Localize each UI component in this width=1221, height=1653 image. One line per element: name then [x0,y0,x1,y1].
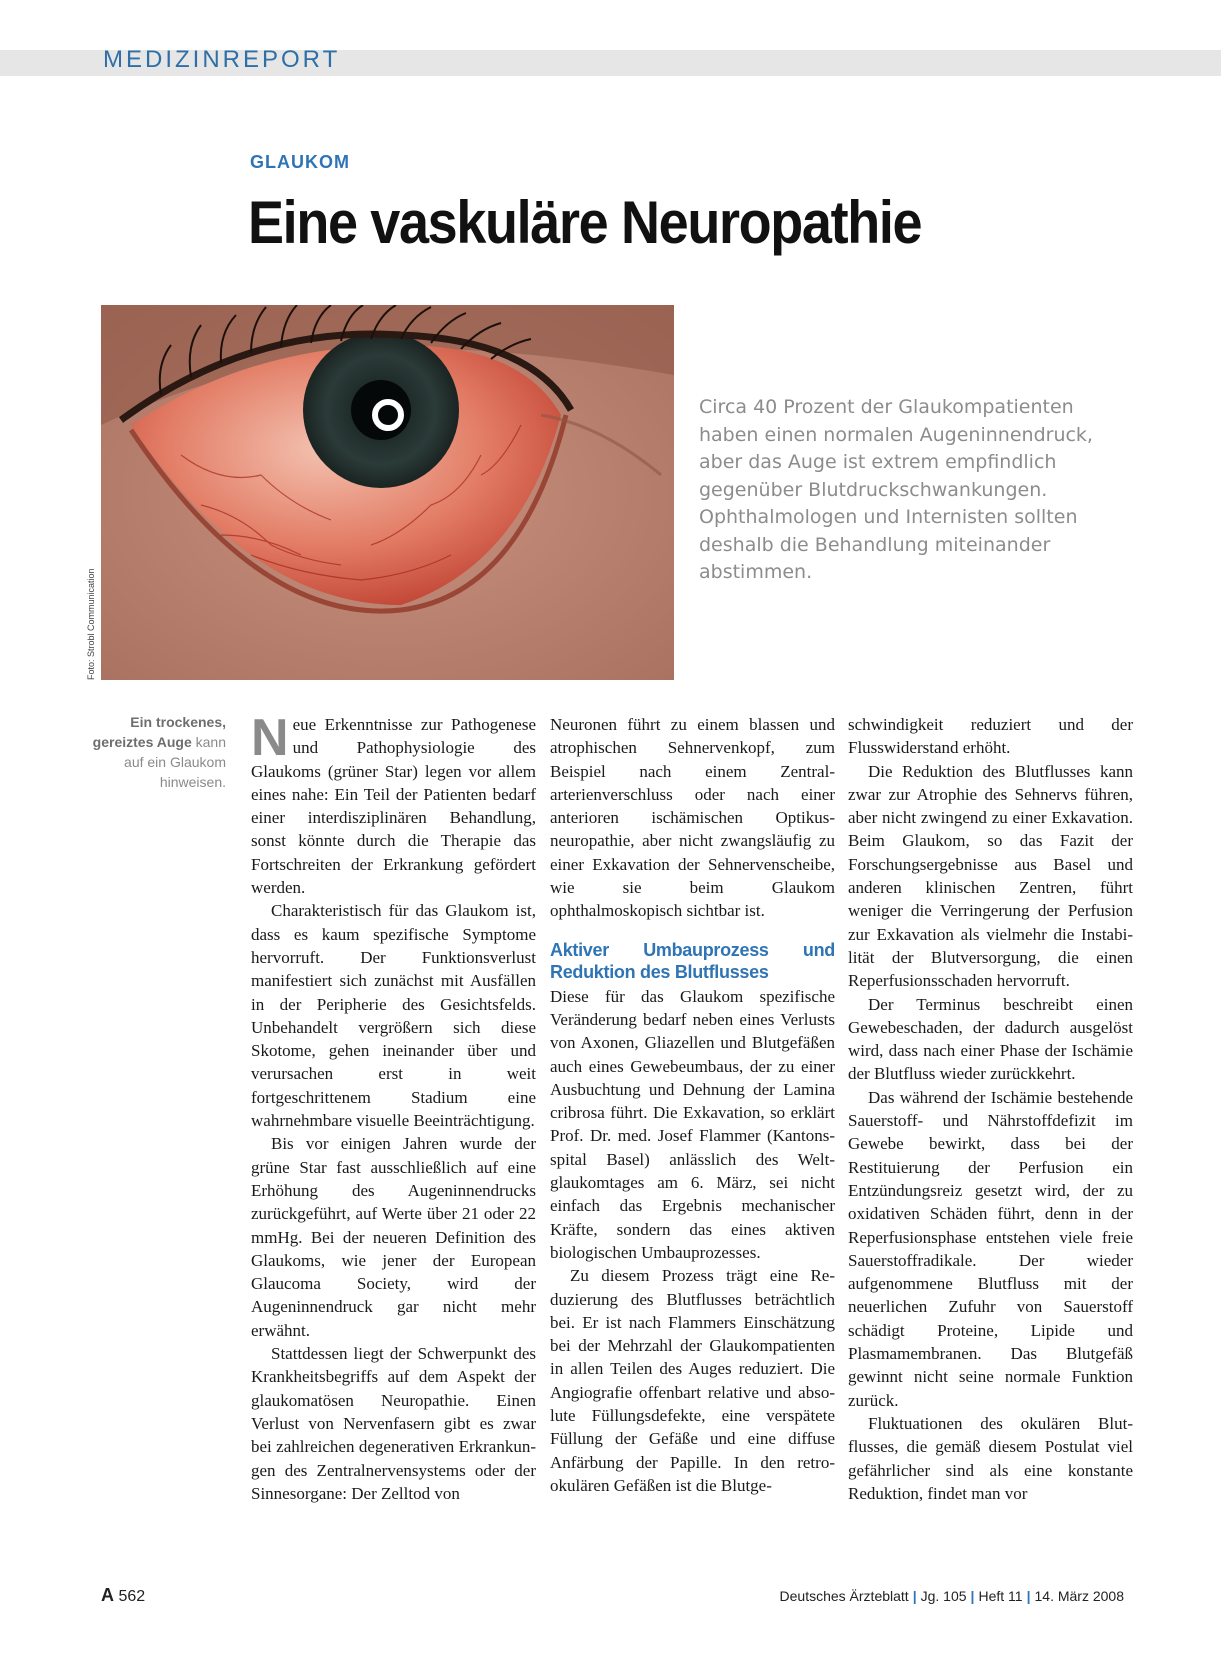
separator: | [1026,1588,1031,1604]
paragraph-text: eue Erkenntnisse zur Pathogenese und Pathophysiologie des Glaukoms (grüner Star) legen vor allem eines nahe: Ein Teil der Patienten bedarf einer interdisziplinären Behandlung, sonst könnte durch die Therapie das Fortschreiten der Erkrankung gefördert werden. [251,715,536,898]
issue-date: 14. März 2008 [1034,1588,1124,1604]
drop-cap: N [251,709,289,767]
article-lead: Circa 40 Prozent der Glaukompatienten haben einen normalen Augeninnendruck, aber das Auge ist extrem empfindlich gegenüber Blutdruckschwankungen. Ophthalmologen und Internisten sollten deshalb die Behandlung miteinander abstimmen. [699,396,1093,583]
paragraph: Stattdessen liegt der Schwerpunkt des Krankheitsbegriffs auf dem Aspekt der glaukomatösen Neuropathie. Einen Verlust von Nervenfasern gibt es zwar bei zahlreichen degenerativen Erkrankungen des Zentralnervensystems oder der Sinnesorgane: Der Zelltod von [251,1344,536,1503]
paragraph: Bis vor einigen Jahren wurde der grüne Star fast ausschließlich auf eine Erhöhung des Augeninnendrucks zurückgeführt, auf Werte über 21 oder 22 mmHg. Bei der neueren Definition des Glaukoms, wie jener der European Glaucoma Society, wird der Augeninnendruck gar nicht mehr erwähnt. [251,1134,536,1340]
volume: Jg. 105 [920,1588,967,1604]
text-column-2 [550,713,835,1497]
photo-credit: Foto: Strobl Communication [86,568,96,680]
caption-bold: Ein trockenes, gereiztes Auge [92,714,226,750]
text-column-3 [848,713,1133,1505]
paragraph: Neuronen führt zu einem blassen und atrophischen Sehnervenkopf, zum Beispiel nach einem Zentralarterienverschluss oder nach einer anterioren ischämischen Optikusneuropathie, aber nicht zwangsläufig zu einer Exkavation der Sehnervenscheibe, wie sie beim Glaukom ophthalmoskopisch sichtbar ist. [550,715,835,921]
paragraph: Die Reduktion des Blutflusses kann zwar zur Atrophie des Sehnervs führen, aber nicht zwingend zu einer Exkavation. Beim Glaukom, so das Fazit der Forschungsergebnisse aus Basel und anderen klinischen Zentren, führt weniger die Verringerung der Perfusion zur Exkavation als vielmehr die Instabilität der Blutversorgung, die einen Reperfusionsschaden hervorruft. [848,761,1133,991]
page-number [101,1585,145,1606]
issue: Heft 11 [978,1588,1023,1604]
paragraph: Fluktuationen des okulären Blutflusses, die gemäß diesem Postulat viel gefährlicher sind als eine konstante Reduktion, findet man vor [848,1413,1133,1503]
article-kicker: GLAUKOM [250,152,350,172]
footer-citation [780,1588,1124,1604]
eye-photo [101,305,674,680]
text-column-1 [251,709,536,1505]
page-prefix: A [101,1585,114,1605]
separator: | [970,1588,975,1604]
section-label: MEDIZINREPORT [103,46,341,73]
paragraph: Das während der Ischämie bestehende Sauerstoff- und Nährstoffdefizit im Gewebe bewirkt, dass bei der Restituierung der Perfusion ein Entzündungsreiz gesetzt wird, der zu oxidativen Schäden führt, denn in der Reperfusionsphase entstehen viele freie Sauerstoffradikale. Der wieder aufgenommene Blutfluss mit der neuerlichen Zufuhr von Sauerstoff schädigt Proteine, Lipide und Plasmamembranen. Das Blutgefäß gewinnt nicht seine normale Funktion zurück. [848,1087,1133,1410]
journal-name: Deutsches Ärzteblatt [779,1588,909,1604]
paragraph: Diese für das Glaukom spezifische Veränderung bedarf neben eines Verlusts von Axonen, Gliazellen und Blutgefäßen auch eines Gewebeumbaus, der zu einer Ausbuchtung und Dehnung der Lamina cribrosa führt. Die Exkavation, so erklärt Prof. Dr. med. Josef Flammer (Kantonsspital Basel) anlässlich des Weltglaukomtages am 6. März, sei nicht einfach das Ergebnis mechanischer Kräfte, sondern das eines aktiven biologischen Umbauprozesses. [550,986,835,1262]
eye-illustration [101,305,674,680]
paragraph: schwindigkeit reduziert und der Flusswiderstand erhöht. [848,715,1133,758]
photo-caption [88,712,226,792]
paragraph: Charakteristisch für das Glaukom ist, dass es kaum spezifische Symptome hervorruft. Der Funktionsverlust manifestiert sich zunächst mit Ausfällen in der Peripherie des Gesichtsfelds. Unbehandelt vergrößern sich diese Skotome, gehen ineinander über und verursachen erst in weit fortgeschrittenem Stadium eine wahrnehmbare visuelle Beeinträchtigung. [251,901,536,1131]
caption-text: kann auf ein Glaukom hinweisen. [124,734,226,790]
subheading: Aktiver Umbauprozess und Reduktion des Blutflusses [550,939,835,982]
article-title: Eine vaskuläre Neuropathie [248,189,922,256]
paragraph: Der Terminus beschreibt einen Gewebeschaden, der dadurch ausgelöst wird, dass nach einer Phase der Ischämie der Blutfluss wieder zurückkehrt. [848,994,1133,1084]
paragraph: Zu diesem Prozess trägt eine Reduzierung des Blutflusses beträchtlich bei. Er ist nach Flammers Einschätzung bei der Mehrzahl der Glaukompatienten in allen Teilen des Auges reduziert. Die Angiografie offenbart relative und absolute Füllungsdefekte, eine verspätete Füllung der Gefäße und eine diffuse Anfärbung der Papille. In den retrookulären Gefäßen ist die Blutge- [550,1266,835,1495]
paragraph [251,709,536,899]
page-number-value: 562 [118,1588,146,1605]
separator: | [912,1588,917,1604]
